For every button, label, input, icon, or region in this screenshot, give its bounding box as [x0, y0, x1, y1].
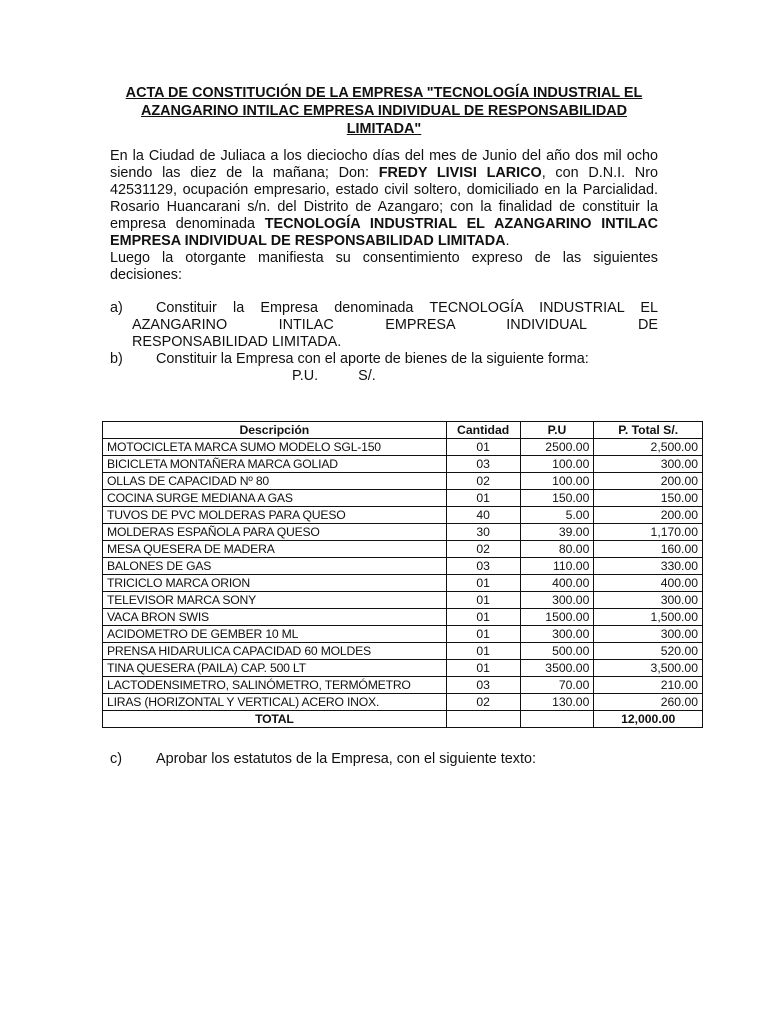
- total-value: 12,000.00: [594, 711, 703, 728]
- cell-unit-price: 1500.00: [520, 609, 594, 626]
- header-total: P. Total S/.: [594, 422, 703, 439]
- cell-unit-price: 3500.00: [520, 660, 594, 677]
- cell-total: 3,500.00: [594, 660, 703, 677]
- total-label: TOTAL: [103, 711, 447, 728]
- cell-quantity: 01: [446, 643, 520, 660]
- cell-unit-price: 400.00: [520, 575, 594, 592]
- cell-total: 1,170.00: [594, 524, 703, 541]
- table-row: [103, 609, 703, 626]
- table-header-row: [103, 422, 703, 439]
- cell-unit-price: 130.00: [520, 694, 594, 711]
- table-row: [103, 694, 703, 711]
- table-row: [103, 524, 703, 541]
- cell-description: TINA QUESERA (PAILA) CAP. 500 LT: [103, 660, 447, 677]
- cell-description: OLLAS DE CAPACIDAD Nº 80: [103, 473, 447, 490]
- cell-total: 400.00: [594, 575, 703, 592]
- table-row: [103, 592, 703, 609]
- table-row: [103, 456, 703, 473]
- cell-total: 300.00: [594, 456, 703, 473]
- pu-label: P.U.: [292, 368, 319, 384]
- cell-description: TUVOS DE PVC MOLDERAS PARA QUESO: [103, 507, 447, 524]
- cell-quantity: 01: [446, 660, 520, 677]
- company-name: TECNOLOGÍA INDUSTRIAL EL AZANGARINO INTILAC EMPRESA INDIVIDUAL DE RESPONSABILIDAD LIMITADA: [110, 216, 658, 249]
- cell-quantity: 02: [446, 473, 520, 490]
- goods-table: [102, 421, 703, 728]
- total-row: [103, 711, 703, 728]
- cell-total: 210.00: [594, 677, 703, 694]
- cell-quantity: 03: [446, 558, 520, 575]
- table-row: [103, 490, 703, 507]
- item-text: Aprobar los estatutos de la Empresa, con el siguiente texto:: [156, 751, 536, 767]
- cell-total: 300.00: [594, 626, 703, 643]
- cell-description: TELEVISOR MARCA SONY: [103, 592, 447, 609]
- table-row: [103, 643, 703, 660]
- cell-unit-price: 80.00: [520, 541, 594, 558]
- cell-total: 200.00: [594, 473, 703, 490]
- cell-total: 150.00: [594, 490, 703, 507]
- cell-unit-price: 500.00: [520, 643, 594, 660]
- table-row: [103, 558, 703, 575]
- total-empty-cell: [520, 711, 594, 728]
- table-body: [103, 439, 703, 711]
- consent-paragraph: Luego la otorgante manifiesta su consentimiento expreso de las siguientes decisiones:: [110, 250, 658, 283]
- item-text: Constituir la Empresa con el aporte de bienes de la siguiente forma:: [156, 351, 589, 367]
- decision-item-a: [110, 300, 658, 351]
- intro-text-2: , con D.N.I. Nro 42531129, ocupación empresario, estado civil soltero, domiciliado en la Parcialidad. Rosario Huancarani s/n. del Distrito de Azangaro; con la finalidad de constituir la empresa denominada: [110, 165, 658, 232]
- cell-description: MOTOCICLETA MARCA SUMO MODELO SGL-150: [103, 439, 447, 456]
- item-marker: c): [110, 751, 122, 767]
- cell-unit-price: 39.00: [520, 524, 594, 541]
- cell-description: TRICICLO MARCA ORION: [103, 575, 447, 592]
- intro-paragraph: [110, 148, 658, 250]
- cell-quantity: 01: [446, 626, 520, 643]
- table-row: [103, 507, 703, 524]
- cell-quantity: 01: [446, 575, 520, 592]
- intro-text-1: En la Ciudad de Juliaca a los dieciocho días del mes de Junio del año dos mil ocho siendo las diez de la mañana; Don:: [110, 148, 658, 181]
- cell-unit-price: 300.00: [520, 626, 594, 643]
- cell-description: VACA BRON SWIS: [103, 609, 447, 626]
- cell-description: MESA QUESERA DE MADERA: [103, 541, 447, 558]
- cell-quantity: 01: [446, 490, 520, 507]
- cell-description: ACIDOMETRO DE GEMBER 10 ML: [103, 626, 447, 643]
- cell-description: COCINA SURGE MEDIANA A GAS: [103, 490, 447, 507]
- item-text-last: RESPONSABILIDAD LIMITADA.: [132, 334, 342, 350]
- cell-total: 160.00: [594, 541, 703, 558]
- cell-quantity: 03: [446, 677, 520, 694]
- table-row: [103, 626, 703, 643]
- header-unit-price: P.U: [520, 422, 594, 439]
- cell-quantity: 01: [446, 609, 520, 626]
- table-row: [103, 575, 703, 592]
- cell-unit-price: 150.00: [520, 490, 594, 507]
- table-row: [103, 541, 703, 558]
- item-marker: a): [110, 300, 123, 316]
- cell-description: BALONES DE GAS: [103, 558, 447, 575]
- cell-unit-price: 300.00: [520, 592, 594, 609]
- cell-quantity: 01: [446, 439, 520, 456]
- unit-labels: [292, 368, 658, 385]
- cell-total: 300.00: [594, 592, 703, 609]
- cell-unit-price: 100.00: [520, 456, 594, 473]
- item-marker: b): [110, 351, 123, 367]
- cell-description: MOLDERAS ESPAÑOLA PARA QUESO: [103, 524, 447, 541]
- cell-quantity: 02: [446, 694, 520, 711]
- person-name: FREDY LIVISI LARICO: [378, 165, 542, 181]
- table-row: [103, 660, 703, 677]
- cell-quantity: 03: [446, 456, 520, 473]
- document-title: ACTA DE CONSTITUCIÓN DE LA EMPRESA "TECNOLOGÍA INDUSTRIAL EL AZANGARINO INTILAC EMPRESA INDIVIDUAL DE RESPONSABILIDAD LIMITADA": [125, 85, 643, 137]
- decision-continuation: [110, 751, 658, 768]
- cell-total: 200.00: [594, 507, 703, 524]
- cell-description: PRENSA HIDARULICA CAPACIDAD 60 MOLDES: [103, 643, 447, 660]
- item-text: Constituir la Empresa denominada TECNOLOGÍA INDUSTRIAL EL AZANGARINO INTILAC EMPRESA INDIVIDUAL DE: [132, 300, 658, 333]
- cell-total: 520.00: [594, 643, 703, 660]
- cell-total: 330.00: [594, 558, 703, 575]
- decision-item-c: [110, 751, 658, 768]
- cell-unit-price: 5.00: [520, 507, 594, 524]
- currency-label: S/.: [358, 368, 376, 384]
- cell-unit-price: 70.00: [520, 677, 594, 694]
- cell-unit-price: 110.00: [520, 558, 594, 575]
- cell-total: 1,500.00: [594, 609, 703, 626]
- document-body: [110, 84, 658, 395]
- header-description: Descripción: [103, 422, 447, 439]
- cell-quantity: 40: [446, 507, 520, 524]
- cell-unit-price: 2500.00: [520, 439, 594, 456]
- cell-unit-price: 100.00: [520, 473, 594, 490]
- table-row: [103, 677, 703, 694]
- cell-total: 260.00: [594, 694, 703, 711]
- cell-total: 2,500.00: [594, 439, 703, 456]
- cell-quantity: 30: [446, 524, 520, 541]
- intro-text-3: .: [505, 233, 510, 249]
- cell-description: LIRAS (HORIZONTAL Y VERTICAL) ACERO INOX.: [103, 694, 447, 711]
- total-empty-cell: [446, 711, 520, 728]
- table-row: [103, 439, 703, 456]
- header-quantity: Cantidad: [446, 422, 520, 439]
- cell-quantity: 01: [446, 592, 520, 609]
- cell-description: LACTODENSIMETRO, SALINÓMETRO, TERMÓMETRO: [103, 677, 447, 694]
- cell-description: BICICLETA MONTAÑERA MARCA GOLIAD: [103, 456, 447, 473]
- decision-item-b: [110, 351, 658, 368]
- cell-quantity: 02: [446, 541, 520, 558]
- table-row: [103, 473, 703, 490]
